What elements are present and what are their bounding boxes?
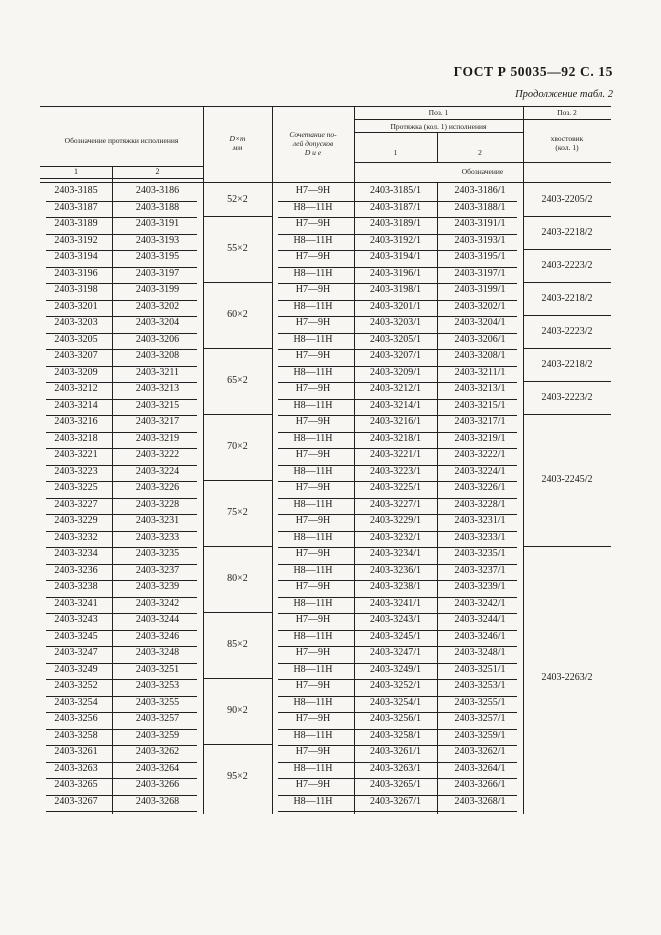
exec2-designation: 2403-3242 bbox=[135, 597, 180, 609]
exec2-designation: 2403-3253 bbox=[135, 680, 180, 691]
dm-group-label: 70×2 bbox=[227, 441, 248, 452]
exec2-designation: 2403-3219 bbox=[135, 432, 180, 444]
broach1-designation: 2403-3249/1 bbox=[369, 663, 422, 675]
tolerance-value: H7—9H bbox=[295, 647, 331, 658]
header-pos2: Поз. 2 bbox=[557, 108, 577, 117]
tolerance-value: H7—9H bbox=[295, 284, 331, 295]
column-number-1: 1 bbox=[74, 167, 78, 176]
exec2-designation: 2403-3259 bbox=[135, 729, 180, 741]
broach1-designation: 2403-3225/1 bbox=[369, 482, 422, 493]
tolerance-value: H7—9H bbox=[295, 251, 331, 262]
exec2-designation: 2403-3231 bbox=[135, 515, 180, 526]
exec1-designation: 2403-3214 bbox=[54, 399, 98, 411]
broach2-designation: 2403-3262/1 bbox=[454, 746, 506, 757]
exec2-designation: 2403-3248 bbox=[135, 647, 180, 658]
broach2-designation: 2403-3257/1 bbox=[454, 713, 506, 724]
number-row-bottom-rule bbox=[40, 178, 203, 179]
exec2-designation: 2403-3251 bbox=[135, 663, 180, 675]
exec2-designation: 2403-3266 bbox=[135, 779, 180, 790]
broach2-designation: 2403-3217/1 bbox=[454, 416, 506, 427]
broach2-designation: 2403-3208/1 bbox=[454, 350, 506, 361]
broach1-designation: 2403-3194/1 bbox=[369, 251, 422, 262]
page-header: ГОСТ Р 50035—92 С. 15 bbox=[453, 64, 613, 79]
broach1-designation: 2403-3258/1 bbox=[369, 729, 422, 741]
tolerance-value: H7—9H bbox=[295, 317, 331, 328]
shank-designation: 2403-2223/2 bbox=[541, 260, 593, 271]
tolerance-value: H8—11H bbox=[293, 267, 333, 279]
exec2-designation: 2403-3257 bbox=[135, 713, 180, 724]
exec1-designation: 2403-3216 bbox=[54, 416, 98, 427]
exec2-designation: 2403-3215 bbox=[135, 399, 180, 411]
tolerance-value: H7—9H bbox=[295, 614, 331, 625]
broach2-designation: 2403-3222/1 bbox=[454, 449, 506, 460]
broach1-designation: 2403-3203/1 bbox=[369, 317, 422, 328]
dm-group-label: 55×2 bbox=[227, 243, 248, 254]
exec1-designation: 2403-3267 bbox=[54, 795, 98, 807]
header-sub-num-1: 1 bbox=[393, 148, 398, 157]
broach2-designation: 2403-3235/1 bbox=[454, 548, 506, 559]
broach1-designation: 2403-3198/1 bbox=[369, 284, 422, 295]
tolerance-value: H7—9H bbox=[295, 218, 331, 229]
broach2-designation: 2403-3215/1 bbox=[454, 399, 506, 411]
broach2-designation: 2403-3228/1 bbox=[454, 498, 506, 510]
broach2-designation: 2403-3197/1 bbox=[454, 267, 506, 279]
exec2-designation: 2403-3264 bbox=[135, 762, 180, 774]
header-broach-exec: Протяжка (кол. 1) исполнения bbox=[390, 122, 487, 131]
exec1-designation: 2403-3212 bbox=[54, 383, 98, 394]
tolerance-value: H8—11H bbox=[293, 300, 333, 312]
exec2-designation: 2403-3233 bbox=[135, 531, 180, 543]
exec1-designation: 2403-3236 bbox=[54, 564, 98, 576]
exec2-designation: 2403-3244 bbox=[135, 614, 180, 625]
broach1-designation: 2403-3232/1 bbox=[369, 531, 422, 543]
exec2-designation: 2403-3193 bbox=[135, 234, 180, 246]
header-pos1: Поз. 1 bbox=[428, 108, 449, 117]
broach1-designation: 2403-3229/1 bbox=[369, 515, 422, 526]
tolerance-value: H8—11H bbox=[293, 630, 333, 642]
exec1-designation: 2403-3221 bbox=[54, 449, 98, 460]
pos1-rule bbox=[354, 119, 523, 120]
exec2-designation: 2403-3206 bbox=[135, 333, 180, 345]
tolerance-value: H8—11H bbox=[293, 729, 333, 741]
shank-designation: 2403-2218/2 bbox=[541, 227, 593, 238]
exec2-designation: 2403-3186 bbox=[135, 185, 180, 196]
exec2-designation: 2403-3188 bbox=[135, 201, 180, 213]
exec1-designation: 2403-3238 bbox=[54, 581, 98, 592]
exec2-designation: 2403-3226 bbox=[135, 482, 180, 493]
exec2-designation: 2403-3199 bbox=[135, 284, 180, 295]
tolerance-value: H8—11H bbox=[293, 432, 333, 444]
broach2-designation: 2403-3253/1 bbox=[454, 680, 506, 691]
broach2-designation: 2403-3233/1 bbox=[454, 531, 506, 543]
broach1-designation: 2403-3209/1 bbox=[369, 366, 422, 378]
broach2-designation: 2403-3231/1 bbox=[454, 515, 506, 526]
exec1-designation: 2403-3241 bbox=[54, 597, 98, 609]
broach1-designation: 2403-3265/1 bbox=[369, 779, 422, 790]
broach2-designation: 2403-3246/1 bbox=[454, 630, 506, 642]
exec1-designation: 2403-3227 bbox=[54, 498, 98, 510]
exec2-designation: 2403-3195 bbox=[135, 251, 180, 262]
broach2-designation: 2403-3193/1 bbox=[454, 234, 506, 246]
broach2-designation: 2403-3226/1 bbox=[454, 482, 506, 493]
exec1-designation: 2403-3187 bbox=[54, 201, 98, 213]
tolerance-value: H8—11H bbox=[293, 564, 333, 576]
exec1-designation: 2403-3249 bbox=[54, 663, 98, 675]
tolerance-value: H7—9H bbox=[295, 350, 331, 361]
exec1-designation: 2403-3252 bbox=[54, 680, 98, 691]
shank-designation: 2403-2218/2 bbox=[541, 293, 593, 304]
exec1-designation: 2403-3258 bbox=[54, 729, 98, 741]
exec1-designation: 2403-3194 bbox=[54, 251, 98, 262]
tolerance-value: H7—9H bbox=[295, 680, 331, 691]
broach2-designation: 2403-3211/1 bbox=[454, 366, 506, 378]
dm-group-label: 85×2 bbox=[227, 639, 248, 650]
exec2-designation: 2403-3211 bbox=[136, 366, 179, 378]
broach2-designation: 2403-3264/1 bbox=[454, 762, 506, 774]
broach1-designation: 2403-3218/1 bbox=[369, 432, 422, 444]
broach1-designation: 2403-3214/1 bbox=[369, 399, 422, 411]
broach1-designation: 2403-3216/1 bbox=[369, 416, 422, 427]
exec1-designation: 2403-3229 bbox=[54, 515, 98, 526]
col-divider-5-head bbox=[437, 132, 438, 162]
broach2-designation: 2403-3237/1 bbox=[454, 564, 506, 576]
exec2-designation: 2403-3191 bbox=[135, 218, 180, 229]
broach2-designation: 2403-3239/1 bbox=[454, 581, 506, 592]
tolerance-value: H7—9H bbox=[295, 713, 331, 724]
exec1-designation: 2403-3218 bbox=[54, 432, 98, 444]
broach2-designation: 2403-3266/1 bbox=[454, 779, 506, 790]
exec1-designation: 2403-3185 bbox=[54, 185, 98, 196]
row-rule-left bbox=[46, 811, 197, 812]
tolerance-value: H7—9H bbox=[295, 449, 331, 460]
broach2-designation: 2403-3188/1 bbox=[454, 201, 506, 213]
broach2-designation: 2403-3206/1 bbox=[454, 333, 506, 345]
broach1-designation: 2403-3241/1 bbox=[369, 597, 422, 609]
dm-group-label: 60×2 bbox=[227, 309, 248, 320]
designation-rule bbox=[354, 162, 611, 163]
tolerance-value: H7—9H bbox=[295, 746, 331, 757]
broach2-designation: 2403-3224/1 bbox=[454, 465, 506, 477]
exec1-designation: 2403-3192 bbox=[54, 234, 98, 246]
tolerance-value: H8—11H bbox=[293, 465, 333, 477]
broach1-designation: 2403-3227/1 bbox=[369, 498, 422, 510]
shank-designation: 2403-2245/2 bbox=[541, 474, 593, 485]
broach1-designation: 2403-3212/1 bbox=[369, 383, 422, 394]
tolerance-value: H8—11H bbox=[293, 795, 333, 807]
exec2-designation: 2403-3204 bbox=[135, 317, 180, 328]
exec1-designation: 2403-3203 bbox=[54, 317, 98, 328]
shank-designation: 2403-2218/2 bbox=[541, 359, 593, 370]
broach1-designation: 2403-3189/1 bbox=[369, 218, 422, 229]
exec1-designation: 2403-3205 bbox=[54, 333, 98, 345]
tolerance-value: H8—11H bbox=[293, 234, 333, 246]
broach2-designation: 2403-3204/1 bbox=[454, 317, 506, 328]
broach2-designation: 2403-3191/1 bbox=[454, 218, 506, 229]
broach2-designation: 2403-3255/1 bbox=[454, 696, 506, 708]
broach2-designation: 2403-3248/1 bbox=[454, 647, 506, 658]
broach2-designation: 2403-3259/1 bbox=[454, 729, 506, 741]
broach1-designation: 2403-3254/1 bbox=[369, 696, 422, 708]
broach1-designation: 2403-3247/1 bbox=[369, 647, 422, 658]
exec2-designation: 2403-3217 bbox=[135, 416, 180, 427]
exec1-designation: 2403-3207 bbox=[54, 350, 98, 361]
continuation-note: Продолжение табл. 2 bbox=[515, 89, 613, 100]
exec2-designation: 2403-3262 bbox=[135, 746, 180, 757]
shank-designation: 2403-2223/2 bbox=[541, 326, 593, 337]
tolerance-value: H7—9H bbox=[295, 515, 331, 526]
exec2-designation: 2403-3224 bbox=[135, 465, 180, 477]
broach2-designation: 2403-3242/1 bbox=[454, 597, 506, 609]
tolerance-value: H8—11H bbox=[293, 366, 333, 378]
broach1-designation: 2403-3263/1 bbox=[369, 762, 422, 774]
broach2-designation: 2403-3186/1 bbox=[454, 185, 506, 196]
shank-designation: 2403-2263/2 bbox=[541, 672, 593, 683]
exec1-designation: 2403-3245 bbox=[54, 630, 98, 642]
exec1-designation: 2403-3223 bbox=[54, 465, 98, 477]
tolerance-value: H8—11H bbox=[293, 663, 333, 675]
shank-designation: 2403-2205/2 bbox=[541, 194, 593, 205]
broach1-designation: 2403-3196/1 bbox=[369, 267, 422, 279]
exec1-designation: 2403-3247 bbox=[54, 647, 98, 658]
exec2-designation: 2403-3246 bbox=[135, 630, 180, 642]
exec1-designation: 2403-3234 bbox=[54, 548, 98, 559]
exec2-designation: 2403-3202 bbox=[135, 300, 180, 312]
exec1-designation: 2403-3198 bbox=[54, 284, 98, 295]
exec1-designation: 2403-3225 bbox=[54, 482, 98, 493]
broach1-designation: 2403-3252/1 bbox=[369, 680, 422, 691]
tolerance-value: H8—11H bbox=[293, 201, 333, 213]
exec2-designation: 2403-3208 bbox=[135, 350, 180, 361]
exec2-designation: 2403-3237 bbox=[135, 564, 180, 576]
tolerance-value: H8—11H bbox=[293, 498, 333, 510]
broach1-designation: 2403-3207/1 bbox=[369, 350, 422, 361]
tolerance-value: H7—9H bbox=[295, 416, 331, 427]
broach1-designation: 2403-3234/1 bbox=[369, 548, 422, 559]
dm-group-label: 52×2 bbox=[227, 194, 248, 205]
exec2-designation: 2403-3239 bbox=[135, 581, 180, 592]
exec1-designation: 2403-3265 bbox=[54, 779, 98, 790]
broach1-designation: 2403-3243/1 bbox=[369, 614, 422, 625]
broach2-designation: 2403-3199/1 bbox=[454, 284, 506, 295]
exec2-designation: 2403-3235 bbox=[135, 548, 180, 559]
exec1-designation: 2403-3232 bbox=[54, 531, 98, 543]
tolerance-value: H8—11H bbox=[293, 333, 333, 345]
broach-rule bbox=[354, 132, 523, 133]
column-number-2: 2 bbox=[155, 167, 160, 176]
broach1-designation: 2403-3223/1 bbox=[369, 465, 422, 477]
broach1-designation: 2403-3256/1 bbox=[369, 713, 422, 724]
broach2-designation: 2403-3219/1 bbox=[454, 432, 506, 444]
broach1-designation: 2403-3205/1 bbox=[369, 333, 422, 345]
tolerance-value: H7—9H bbox=[295, 548, 331, 559]
exec1-designation: 2403-3243 bbox=[54, 614, 98, 625]
exec2-designation: 2403-3255 bbox=[135, 696, 180, 708]
tolerance-value: H7—9H bbox=[295, 185, 331, 196]
tolerance-value: H7—9H bbox=[295, 581, 331, 592]
header-shank: хвостовик (кол. 1) bbox=[550, 134, 584, 152]
exec1-designation: 2403-3196 bbox=[54, 267, 98, 279]
broach1-designation: 2403-3261/1 bbox=[369, 746, 422, 757]
dm-group-label: 65×2 bbox=[227, 375, 248, 386]
broach2-designation: 2403-3202/1 bbox=[454, 300, 506, 312]
exec2-designation: 2403-3228 bbox=[135, 498, 180, 510]
pos2-rule bbox=[523, 119, 611, 120]
tolerance-value: H7—9H bbox=[295, 779, 331, 790]
tolerance-value: H8—11H bbox=[293, 531, 333, 543]
row-rule-right bbox=[278, 811, 517, 812]
broach1-designation: 2403-3201/1 bbox=[369, 300, 422, 312]
tolerance-value: H8—11H bbox=[293, 597, 333, 609]
exec2-designation: 2403-3268 bbox=[135, 795, 180, 807]
exec1-designation: 2403-3256 bbox=[54, 713, 98, 724]
header-designation: Обозначение bbox=[461, 167, 504, 176]
dm-group-label: 90×2 bbox=[227, 705, 248, 716]
header-tolerance: Сочетание по- лей допусков D и е bbox=[289, 130, 337, 157]
broach1-designation: 2403-3245/1 bbox=[369, 630, 422, 642]
broach1-designation: 2403-3238/1 bbox=[369, 581, 422, 592]
exec2-designation: 2403-3213 bbox=[135, 383, 180, 394]
header-designation-exec: Обозначение протяжки исполнения bbox=[64, 136, 179, 145]
dm-group-label: 80×2 bbox=[227, 573, 248, 584]
exec1-designation: 2403-3201 bbox=[54, 300, 98, 312]
broach2-designation: 2403-3251/1 bbox=[454, 663, 506, 675]
exec2-designation: 2403-3222 bbox=[135, 449, 180, 460]
broach2-designation: 2403-3268/1 bbox=[454, 795, 506, 807]
header-d-mm: D×m мм bbox=[229, 134, 246, 152]
dm-group-label: 75×2 bbox=[227, 507, 248, 518]
broach2-designation: 2403-3195/1 bbox=[454, 251, 506, 262]
exec1-designation: 2403-3254 bbox=[54, 696, 98, 708]
tolerance-value: H8—11H bbox=[293, 399, 333, 411]
broach1-designation: 2403-3267/1 bbox=[369, 795, 422, 807]
shank-designation: 2403-2223/2 bbox=[541, 392, 593, 403]
broach2-designation: 2403-3244/1 bbox=[454, 614, 506, 625]
broach1-designation: 2403-3187/1 bbox=[369, 201, 422, 213]
broach1-designation: 2403-3185/1 bbox=[369, 185, 422, 196]
broach1-designation: 2403-3192/1 bbox=[369, 234, 422, 246]
tolerance-value: H8—11H bbox=[293, 696, 333, 708]
broach1-designation: 2403-3236/1 bbox=[369, 564, 422, 576]
tolerance-value: H7—9H bbox=[295, 482, 331, 493]
tolerance-value: H8—11H bbox=[293, 762, 333, 774]
exec1-designation: 2403-3209 bbox=[54, 366, 98, 378]
broach2-designation: 2403-3213/1 bbox=[454, 383, 506, 394]
tolerance-value: H7—9H bbox=[295, 383, 331, 394]
header-sub-num-2: 2 bbox=[478, 148, 482, 157]
exec1-designation: 2403-3263 bbox=[54, 762, 98, 774]
exec1-designation: 2403-3189 bbox=[54, 218, 98, 229]
broach1-designation: 2403-3221/1 bbox=[369, 449, 422, 460]
dm-group-label: 95×2 bbox=[227, 771, 248, 782]
exec2-designation: 2403-3197 bbox=[135, 267, 180, 279]
exec1-designation: 2403-3261 bbox=[54, 746, 98, 757]
